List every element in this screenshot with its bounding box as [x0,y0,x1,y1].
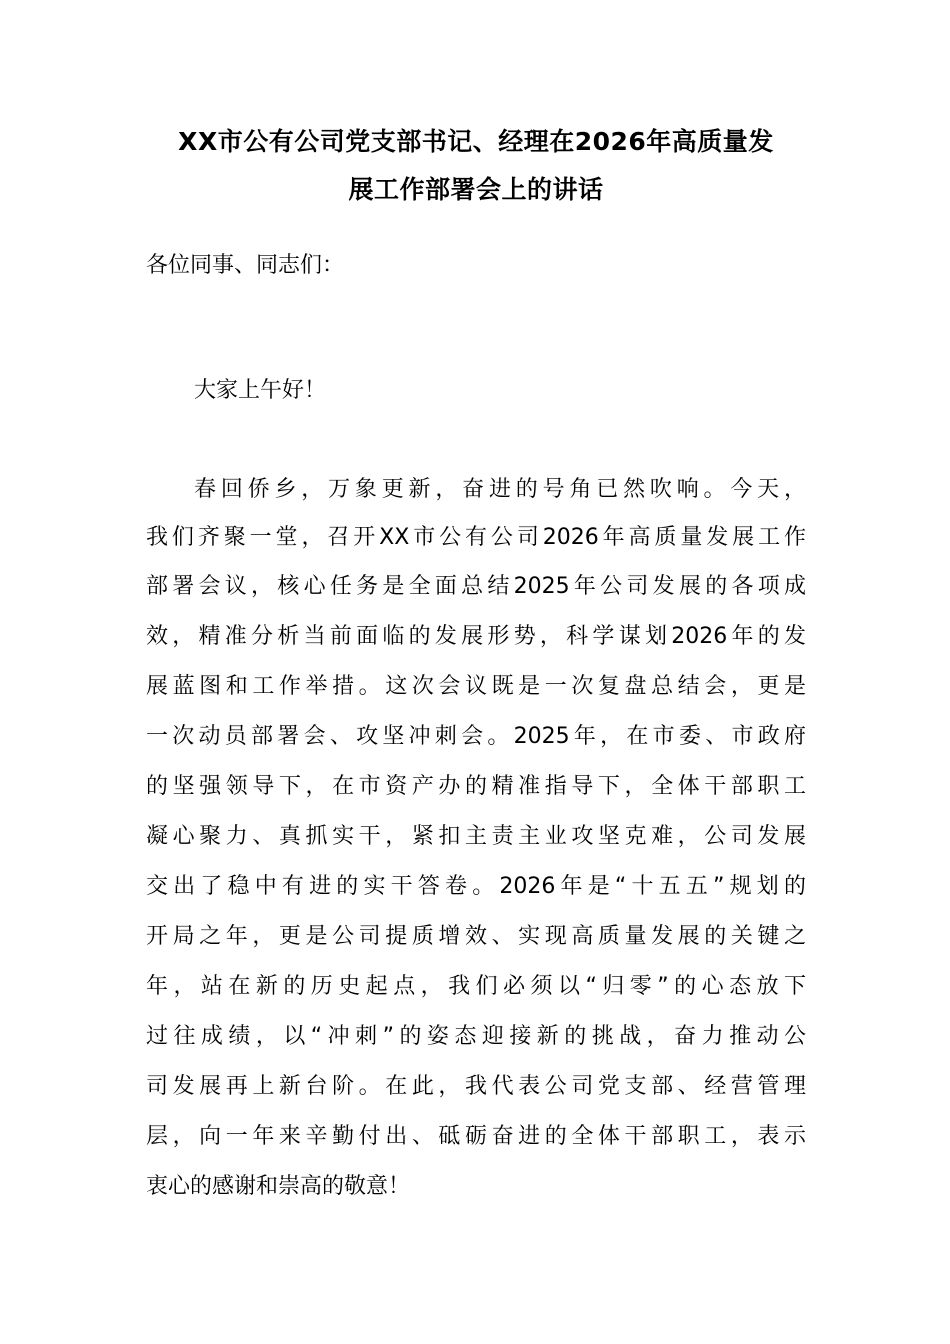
salutation: 各位同事、同志们： [146,253,345,278]
paragraph-line: 展蓝图和工作举措。这次会议既是一次复盘总结会，更是 [146,674,806,699]
paragraph-line: 凝心聚力、真抓实干，紧扣主责主业攻坚克难，公司发展 [146,824,806,849]
paragraph-line: 过往成绩，以“冲刺”的姿态迎接新的挑战，奋力推动公 [146,1024,806,1049]
paragraph-line: 衷心的感谢和崇高的敬意！ [146,1174,411,1199]
paragraph-line: 年，站在新的历史起点，我们必须以“归零”的心态放下 [146,974,806,999]
title-line-2: 展工作部署会上的讲话 [348,175,604,204]
paragraph-line: 的坚强领导下，在市资产办的精准指导下，全体干部职工 [146,774,806,799]
paragraph-line: 一次动员部署会、攻坚冲刺会。2025年，在市委、市政府 [146,724,806,749]
paragraph-line: 司发展再上新台阶。在此，我代表公司党支部、经营管理 [146,1074,806,1099]
paragraph-line: 部署会议，核心任务是全面总结2025年公司发展的各项成 [146,574,806,599]
paragraph-line: 开局之年，更是公司提质增效、实现高质量发展的关键之 [146,924,806,949]
paragraph-line: 层，向一年来辛勤付出、砥砺奋进的全体干部职工，表示 [146,1124,806,1149]
paragraph-line: 春回侨乡，万象更新，奋进的号角已然吹响。今天， [194,477,806,502]
document-title [146,118,806,214]
paragraph-line: 交出了稳中有进的实干答卷。2026年是“十五五”规划的 [146,874,806,899]
paragraph-line: 效，精准分析当前面临的发展形势，科学谋划2026年的发 [146,624,806,649]
title-line-1: XX市公有公司党支部书记、经理在2026年高质量发 [178,127,774,156]
greeting: 大家上午好！ [194,378,327,403]
paragraph-line: 我们齐聚一堂，召开XX市公有公司2026年高质量发展工作 [146,525,806,550]
